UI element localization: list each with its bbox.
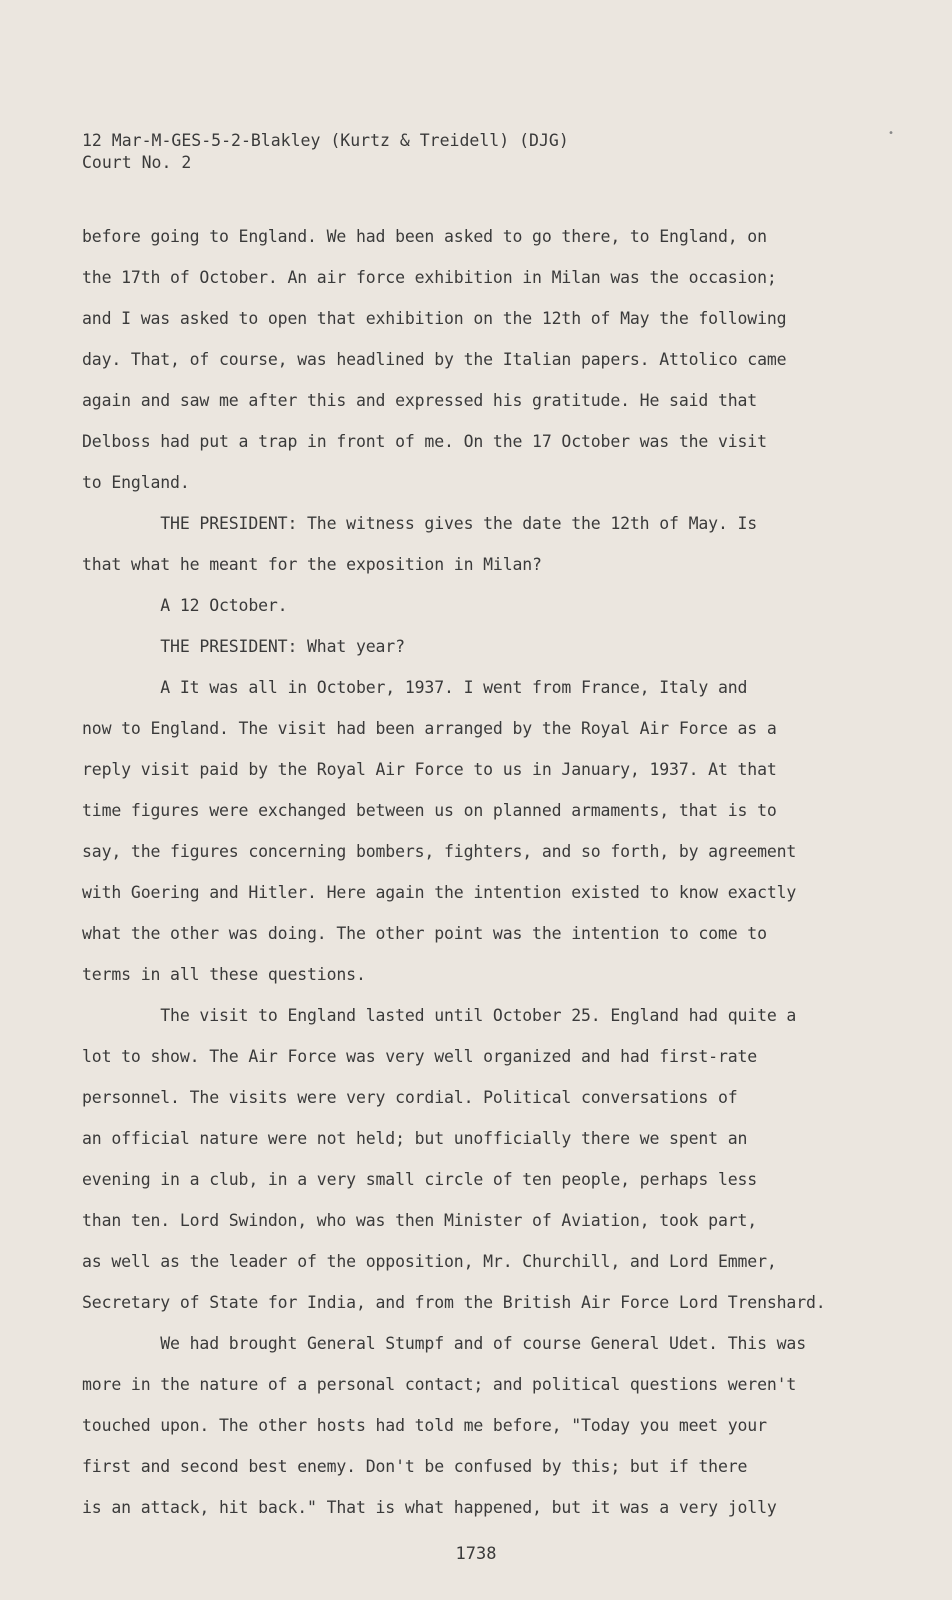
transcript-line: THE PRESIDENT: The witness gives the date the 12th of May. Is — [82, 514, 758, 533]
transcript-line: with Goering and Hitler. Here again the intention existed to know exactly — [82, 883, 797, 902]
transcript-line: day. That, of course, was headlined by the Italian papers. Attolico came — [82, 350, 787, 369]
transcript-line: what the other was doing. The other point was the intention to come to — [82, 924, 767, 943]
transcript-line: Delboss had put a trap in front of me. On the 17 October was the visit — [82, 432, 767, 451]
transcript-line: evening in a club, in a very small circle of ten people, perhaps less — [82, 1170, 758, 1189]
transcript-line: say, the figures concerning bombers, fighters, and so forth, by agreement — [82, 842, 797, 861]
transcript-body — [82, 216, 872, 1528]
transcript-line: time figures were exchanged between us on planned armaments, that is to — [82, 801, 777, 820]
transcript-line: personnel. The visits were very cordial. Political conversations of — [82, 1088, 738, 1107]
transcript-line: an official nature were not held; but unofficially there we spent an — [82, 1129, 748, 1148]
transcript-line: terms in all these questions. — [82, 965, 366, 984]
corner-mark: • — [888, 128, 895, 139]
transcript-line: reply visit paid by the Royal Air Force to us in January, 1937. At that — [82, 760, 777, 779]
transcript-line: more in the nature of a personal contact; and political questions weren't — [82, 1375, 797, 1394]
transcript-line: lot to show. The Air Force was very well organized and had first-rate — [82, 1047, 758, 1066]
transcript-line: A 12 October. — [82, 596, 288, 615]
header-reference: 12 Mar-M-GES-5-2-Blakley (Kurtz & Treidell) (DJG) — [82, 131, 569, 150]
transcript-line: Secretary of State for India, and from the British Air Force Lord Trenshard. — [82, 1293, 826, 1312]
transcript-line: THE PRESIDENT: What year? — [82, 637, 405, 656]
transcript-line: as well as the leader of the opposition, Mr. Churchill, and Lord Emmer, — [82, 1252, 777, 1271]
transcript-line: before going to England. We had been asked to go there, to England, on — [82, 227, 767, 246]
transcript-line: We had brought General Stumpf and of course General Udet. This was — [82, 1334, 807, 1353]
transcript-line: that what he meant for the exposition in Milan? — [82, 555, 542, 574]
transcript-line: than ten. Lord Swindon, who was then Minister of Aviation, took part, — [82, 1211, 758, 1230]
transcript-line: first and second best enemy. Don't be confused by this; but if there — [82, 1457, 748, 1476]
transcript-line: to England. — [82, 473, 190, 492]
transcript-line: The visit to England lasted until October 25. England had quite a — [82, 1006, 797, 1025]
page-number: 1738 — [455, 1544, 497, 1564]
transcript-line: again and saw me after this and expressed his gratitude. He said that — [82, 391, 758, 410]
header-court: Court No. 2 — [82, 153, 192, 172]
transcript-line: the 17th of October. An air force exhibition in Milan was the occasion; — [82, 268, 777, 287]
transcript-line: is an attack, hit back." That is what happened, but it was a very jolly — [82, 1498, 777, 1517]
document-header — [82, 130, 569, 174]
transcript-line: touched upon. The other hosts had told me before, "Today you meet your — [82, 1416, 767, 1435]
transcript-line: now to England. The visit had been arranged by the Royal Air Force as a — [82, 719, 777, 738]
transcript-line: and I was asked to open that exhibition on the 12th of May the following — [82, 309, 787, 328]
transcript-line: A It was all in October, 1937. I went from France, Italy and — [82, 678, 748, 697]
